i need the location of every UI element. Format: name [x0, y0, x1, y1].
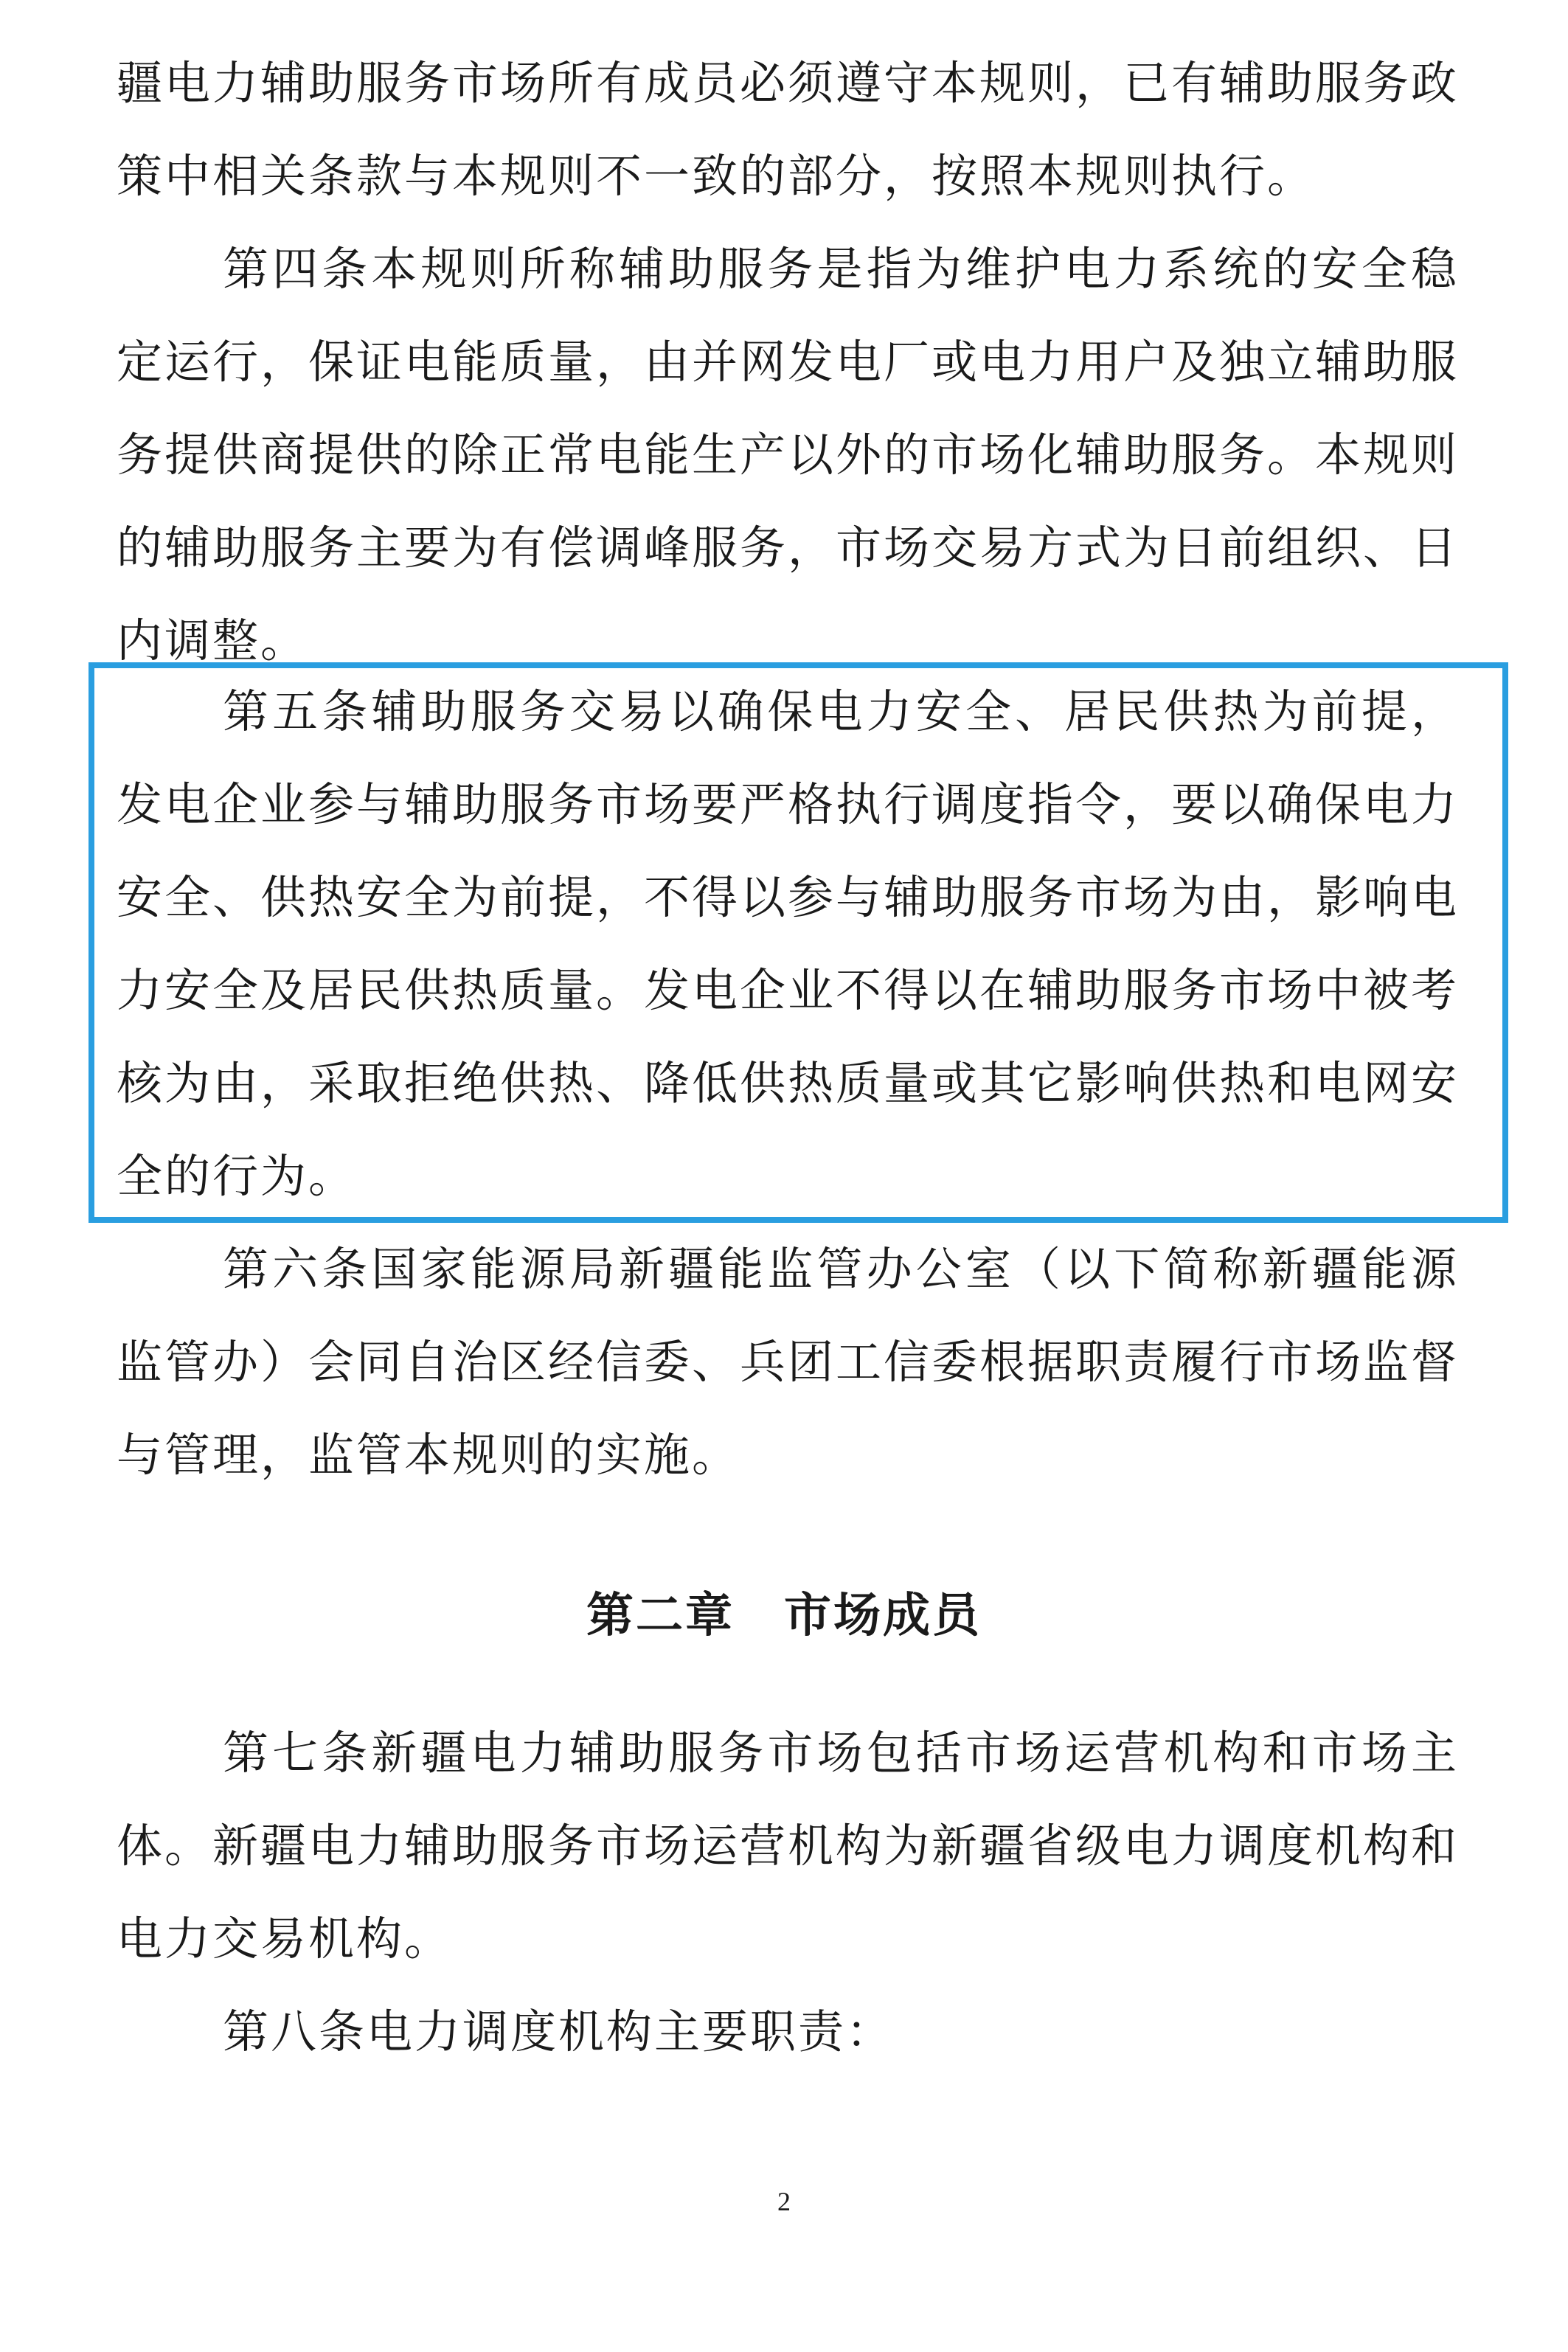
paragraph-article-5: 第五条辅助服务交易以确保电力安全、居民供热为前提，发电企业参与辅助服务市场要严格执行调度指令，要以确保电力安全、供热安全为前提，不得以参与辅助服务市场为由，影响电力安全及居民供热质量。发电企业不得以在辅助服务市场中被考核为由，采取拒绝供热、降低供热质量或其它影响供热和电网安全的行为。: [117, 684, 1460, 1203]
paragraph-article-6: 第六条国家能源局新疆能监管办公室（以下简称新疆能源监管办）会同自治区经信委、兵团工信委根据职责履行市场监督与管理，监管本规则的实施。: [117, 1242, 1460, 1482]
paragraph-article-8: 第八条电力调度机构主要职责：: [223, 2005, 895, 2058]
paragraph-continuation: 疆电力辅助服务市场所有成员必须遵守本规则，已有辅助服务政策中相关条款与本规则不一致的部分，按照本规则执行。: [117, 56, 1460, 203]
page-number: 2: [777, 2187, 791, 2216]
paragraph-article-4: 第四条本规则所称辅助服务是指为维护电力系统的安全稳定运行，保证电能质量，由并网发电厂或电力用户及独立辅助服务提供商提供的除正常电能生产以外的市场化辅助服务。本规则的辅助服务主要为有偿调峰服务，市场交易方式为日前组织、日内调整。: [117, 242, 1460, 667]
chapter-title: 第二章 市场成员: [586, 1588, 982, 1643]
paragraph-article-7: 第七条新疆电力辅助服务市场包括市场运营机构和市场主体。新疆电力辅助服务市场运营机构为新疆省级电力调度机构和电力交易机构。: [117, 1726, 1460, 1966]
